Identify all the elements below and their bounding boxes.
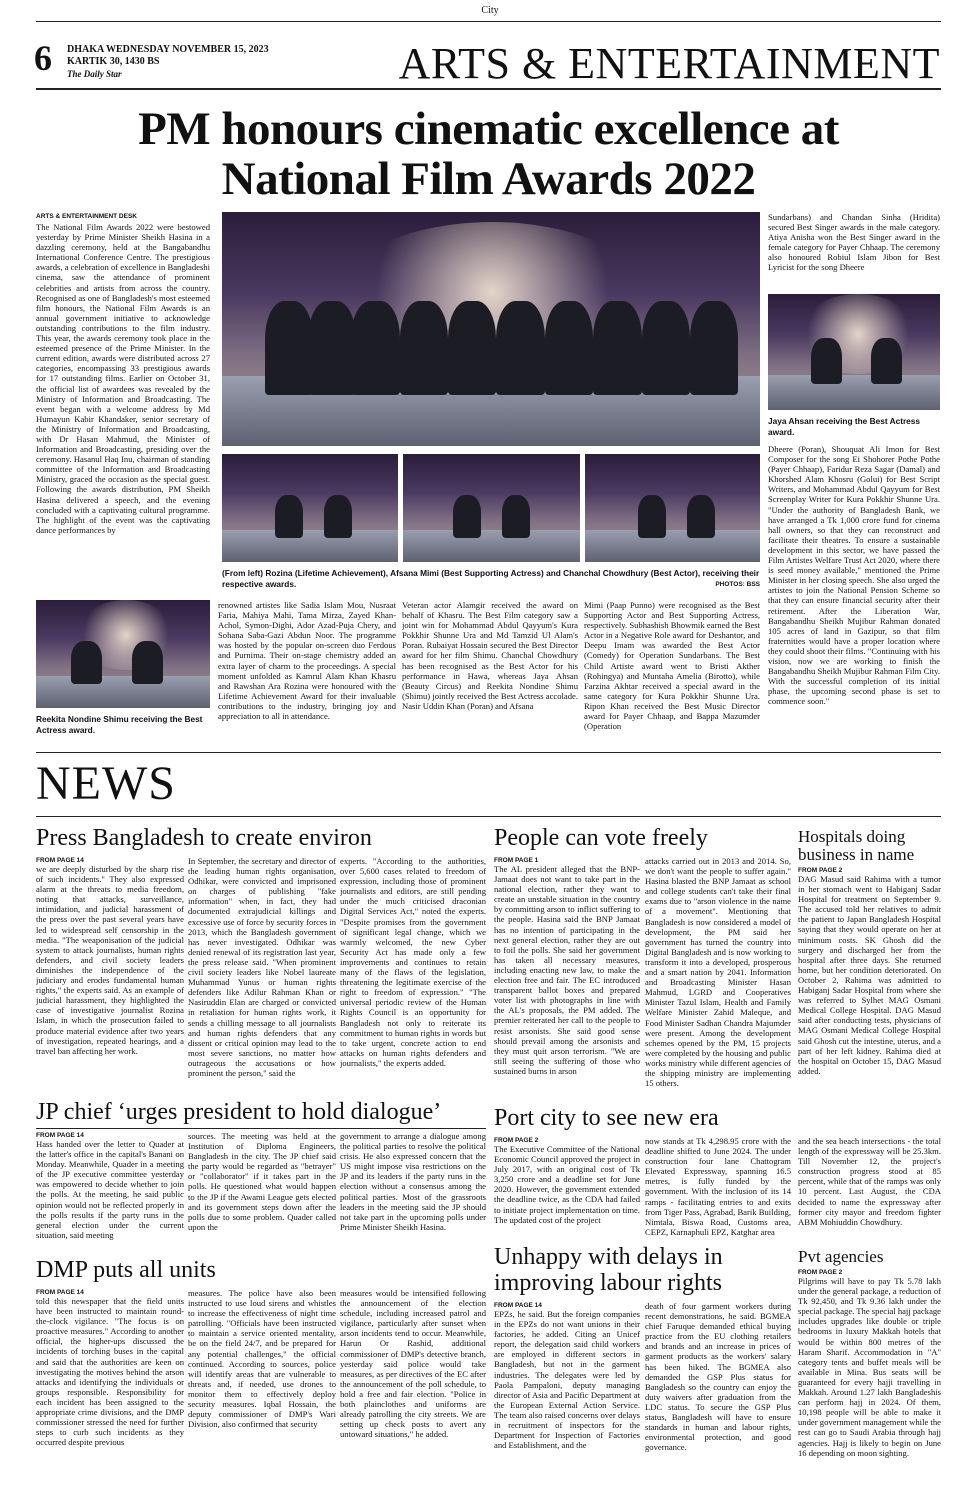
- section-title: ARTS & ENTERTAINMENT: [398, 39, 940, 88]
- photo-rozina: [222, 454, 398, 562]
- hospitals-headline-1: Hospitals doing: [798, 827, 906, 846]
- date-line: [67, 44, 269, 80]
- lead-headline-line1: PM honours cinematic excellence at: [138, 103, 839, 155]
- jp-col3: government to arrange a dialogue among the political parties to resolve the political crisis. He also expressed concern that the US might impose visa restrictions on the JP and its leaders if the party runs in the election without a consensus among the political parties. Most of the grassroots leaders in the meeting said the JP should not take part in the upcoming polls under Prime Minister Sheikh Hasina.: [340, 1131, 486, 1232]
- desk-credit: ARTS & ENTERTAINMENT DESK: [36, 213, 137, 220]
- page-number: 6: [34, 38, 52, 78]
- pvt-headline: Pvt agencies: [798, 1247, 884, 1266]
- jp-headline: JP chief ‘urges president to hold dialogue’: [36, 1099, 442, 1125]
- jaya-photo: [768, 294, 940, 410]
- date-line-1: DHAKA WEDNESDAY NOVEMBER 15, 2023: [67, 44, 269, 55]
- jp-from-page: FROM PAGE 14: [36, 1132, 84, 1139]
- dmp-headline: DMP puts all units: [36, 1257, 216, 1283]
- vote-from-page: FROM PAGE 1: [494, 857, 539, 864]
- main-photo-group: [222, 212, 760, 446]
- port-headline: Port city to see new era: [494, 1105, 719, 1131]
- caption-jaya: Jaya Ahsan receiving the Best Actress award.: [768, 416, 921, 437]
- photo-chanchal: [585, 454, 760, 562]
- lead-col-b2: Veteran actor Alamgir received the award on behalf of Khasru. The Best Film category saw a joint win for Mohammad Abdul Qayyum's Kura Pokkhir Shunne Ura and Md Tamzid Ul Alam's Poran. Rubaiyat Hossain secured the Best Director award for her film Shimu. Chanchal Chowdhury has been recognised as the Best Actor for his performance in Hawa, whereas Jaya Ahsan (Beauty Circus) and Reekita Nondine Shimu (Shimu) jointly received the Best Actress accolade. Nasir Uddin Khan (Poran) and Afsana: [402, 600, 578, 711]
- section-small-label: City: [481, 5, 499, 16]
- paper-name: The Daily Star: [67, 69, 122, 79]
- labour-col2: death of four garment workers during recent demonstrations, he said. BGMEA chief Faruque demanded ethical buying practice from the EU clothing retailers and brands and an increase in prices of garment products as the workers' salary has been hiked. The BGMEA also demanded the GSP Plus status for Bangladesh so the country can enjoy the duty waivers after graduation from the LDC status. To secure the GSP Plus status, Bangladesh will have to ensure standards in human and labour rights, environmental protection, and good governance.: [645, 1301, 791, 1453]
- jp-rule: [36, 1128, 486, 1129]
- news-title: NEWS: [36, 757, 176, 810]
- photo-credit: PHOTOS: BSS: [715, 581, 760, 588]
- port-col1: The Executive Committee of the National Economic Council approved the project in July 2017, with an original cost of Tk 3,250 crore and a deadline set for June 2020. However, the government extended the deadline twice, as the CDA had failed to initiate project implementation on time. The updated cost of the project: [494, 1144, 640, 1225]
- lead-col-r1: Sundarbans) and Chandan Sinha (Hridita) secured Best Singer awards in the male category. Atiya Anisha won the Best Singer award in the female category for Payer Chhaap. The ceremony also honoured Robiul Islam Jibon for Best Lyricist for the song Dheere: [768, 212, 940, 273]
- lead-col-r2: Dheere (Poran), Shouquat Ali Imon for Best Composer for the song Ei Shohorer Pothe Pothe (Payer Chhaap), Faridur Reza Sagar (Damal) and Khorshed Alam Khosru (Golui) for Best Script Writers, and Mohammad Abdul Qayyum for Best Screenplay Writer for Kura Pokkhir Shunne Ura. "Under the authority of Bangladesh Bank, we have arranged a Tk 1,000 crore fund for cinema hall owners, so that they can reconstruct and facilitate their theatres. To ensure a sustainable development in this sector, we have passed the Film Artistes Welfare Trust Act 2020, where there is seed money available," mentioned the Prime Minister in her closing speech. She also urged the artistes to join the National Pension Scheme so that they can ensure financial security after their retirement. After the Liberation War, Bangabandhu Sheikh Mujibur Rahman donated 105 acres of land in Gazipur, so that film fraternities would have a proper location where they could shoot their films. "Continuing with his vision, now we are working to finish the Bangabandhu Sheikh Mujibur Rahman Film City. With the successful completion of its initial phase, the upcoming second phase is set to commence soon.": [768, 444, 940, 707]
- vote-headline: People can vote freely: [494, 825, 708, 851]
- labour-headline-2: improving labour rights: [494, 1270, 722, 1296]
- lead-col-b3: Mimi (Paap Punno) were recognised as the Best Supporting Actor and Best Supporting Actress, respectively. Subhashish Bhowmik earned the Best Actor in a Negative Role award for Deshantor, and Deepu Imam was awarded the Best Actor (Comedy) for Operation Sundarbans. The Best Child Artiste award went to Bristi Akther (Rohingya) and Muntaha Amelia (Birotto), while Farzina Akhtar received a special award in the same category for Kura Pokkhir Shunne Ura. Ripon Khan received the Best Music Director award for Payer Chhaap, and Bappa Mazumder (Operation: [584, 600, 760, 732]
- dmp-col2: measures. The police have also been instructed to use loud sirens and whistles to increase the effectiveness of night time patrolling. "Officials have been instructed to maintain a service oriented mentality, be on the field 24/7, and be prepared for any potential challenges," the official continued. According to sources, police will identify areas that are vulnerable to threats and, if needed, use drones to monitor them to effectively deploy security measures. Iqbal Hossain, the deputy commissioner of DMP's Wari Division, also confirmed that security: [188, 1288, 336, 1430]
- lead-col1: The National Film Awards 2022 were bestowed yesterday by Prime Minister Sheikh Hasina in a dazzling ceremony, held at the Bangabandhu International Conference Centre. The prestigious awards, a celebration of excellence in Bangladeshi cinema, saw the attendance of prominent celebrities and artists from across the country. Recognised as one of Bangladesh's most esteemed film honours, the National Film Awards is an annual government initiative to acknowledge outstanding contributions to the film industry. This year, the awards ceremony took place in the esteemed presence of the Prime Minister. In the current edition, awards were distributed across 27 categories, encompassing 33 prestigious awards for 17 outstanding films. Earlier on October 31, the official list of awardees was revealed by the Ministry of Information and Broadcasting. The event began with a welcome address by Md Humayun Kabir Khandaker, senior secretary of the Ministry of Information and Broadcasting, with Dr Hasan Mahmud, the Minister of Information and Broadcasting, presiding over the ceremony. Hasanul Haq Inu, chairman of standing committee of the Information and Broadcasting Ministry, graced the occasion as the special guest. Following the awards distribution, PM Sheikh Hasina delivered a speech, and the evening concluded with a captivating cultural programme. The highlight of the event was the captivating dance performances by: [36, 222, 210, 535]
- caption-reekita: Reekita Nondine Shimu receiving the Best Actress award.: [36, 714, 203, 735]
- date-line-2: KARTIK 30, 1430 BS: [67, 56, 160, 67]
- pvt-col1: Pilgrims will have to pay Tk 5.78 lakh under the general package, a reduction of Tk 92,450, and Tk 9.36 lakh under the special package. The special hajj package includes upgrades like double or triple bedrooms in luxury Makkah hotels that would be within 800 metres of the Haram Sharif. Accommodation in "A" category tents and buffet meals will be available in Mina. Bus seats will be guaranteed for every hajji travelling in Makkah. Around 1.27 lakh Bangladeshis can perform hajj in 2024. Of them, 10,198 people will be able to make it under government management while the rest can go to Saudi Arabia through hajj agencies. Hajj is likely to begin on June 16 depending on moon sighting.: [798, 1276, 941, 1458]
- labour-from-page: FROM PAGE 14: [494, 1302, 542, 1309]
- hospitals-headline-2: business in name: [798, 845, 915, 864]
- dmp-col3: measures would be intensified following the announcement of the election schedule, including increased patrol and vigilance, particularly after sunset when arson incidents tend to occur. Meanwhile, Harun Or Rashid, additional commissioner of DMP's detective branch, yesterday said police would take measures, as per directives of the EC after the announcement of the poll schedule, to hold a free and fair election. "Police in both plainclothes and uniforms are already patrolling the city streets. We are setting up check posts to avert any untoward situations," he added.: [340, 1288, 486, 1440]
- hospitals-headline: [798, 828, 943, 864]
- caption-row: (From left) Rozina (Lifetime Achievement), Afsana Mimi (Best Supporting Actress) and Chanchal Chowdhury (Best Actor), receiving their respective awards.: [222, 568, 760, 589]
- hospitals-from-page: FROM PAGE 2: [798, 867, 843, 874]
- labour-headline-1: Unhappy with delays in: [494, 1244, 723, 1270]
- labour-col1: EPZs, he said. But the foreign companies in the EPZs do not want unions in their factories, he added. Citing an Unicef report, the delegation said child workers are employed in different sectors in Bangladesh, but not in the garment industries. The delegates were led by Paola Pampaloni, deputy managing director of Asia and Pacific Department at the European External Action Service. The team also raised concerns over delays in recruitment of inspectors for the Department for Inspection of Factories and Establishment, and the: [494, 1309, 640, 1451]
- labour-headline: [494, 1244, 794, 1296]
- lead-headline: [36, 104, 941, 204]
- top-rule: [36, 21, 941, 22]
- dmp-col1: told this newspaper that the field units have been instructed to maintain round-the-clock vigilance. "The focus is on proactive measures." According to another official, the higher-ups discussed the incidents of torching buses in the capital and said that the authorities are keen on investigating the motives behind the arson attacks and identifying the individuals or groups responsible. Responsibility for each incident has been assigned to the appropriate crime divisions, and the DMP commissioner stressed the need for further steps to curb such incidents as they occurred despite previous: [36, 1296, 184, 1448]
- port-col2: now stands at Tk 4,298.95 crore with the deadline shifted to June 2024. The under construction four lane Chattogram Elevated Expressway, spanning 16.5 metres, is fully funded by the government. With the inclusion of its 14 ramps - facilitating entries to and exits from Tiger Pass, Agrabad, Barik Building, Nimtala, Biswa Road, Customs area, CEPZ, Karnaphuli EPZ, Katghar area: [645, 1136, 791, 1237]
- press-col2: In September, the secretary and director of the leading human rights organisation, Odhikar, were convicted and imprisoned on charges of publishing "fake information" when, in fact, they had documented extrajudicial killings and excessive use of force by security forces in 2013, which the Bangladesh government has never investigated. Odhikar was denied renewal of its registration last year, the press release said. "When prominent civil society leaders like Nobel laureate Muhammad Yunus or human rights defenders like Adilur Rahman Khan or Nasiruddin Elan are charged or convicted in retaliation for human rights work, it sends a chilling message to all journalists and human rights defenders that any dissent or critical opinion may lead to the most severe sanctions, no matter how outrageous the accusations or how prominent the person," said the: [188, 856, 336, 1078]
- lead-col-b1: renowned artistes like Sadia Islam Mou, Nusraat Faria, Mahiya Mahi, Tama Mirza, Zayed Khan-Achol, Symon-Dighi, Ador Azad-Puja Chery, and Sohana Saba-Gazi Abdun Noor. The programme was hosted by the popular on-screen duo Ferdous and Purnima. Their on-stage chemistry added an extra layer of charm to the proceedings. A special moment unfolded as Kamrul Alam Khan Khasru and Rawshan Ara Rozina were honoured with the Lifetime Achievement Award for their invaluable contributions to the industry, bringing joy and appreciation to all in attendance.: [218, 600, 396, 722]
- press-col3: experts. "According to the authorities, over 5,600 cases related to freedom of expression, including those of prominent journalists and editors, are still pending under the much criticised draconian Digital Services Act," noted the experts. "Despite promises from the government of significant legal change, which we warmly welcomed, the new Cyber Security Act has made only a few improvements and continues to retain many of the flaws of the legislation, threatening the legitimate exercise of the right to freedom of expression." "The universal periodic review of the Human Rights Council is an opportunity for Bangladesh not only to reiterate its commitment to human rights in words but to take urgent, concrete action to end attacks on human rights defenders and journalists," the experts added.: [340, 856, 486, 1068]
- press-from-page: FROM PAGE 14: [36, 857, 84, 864]
- port-from-page: FROM PAGE 2: [494, 1137, 539, 1144]
- news-rule: [36, 816, 941, 817]
- dmp-from-page: FROM PAGE 14: [36, 1289, 84, 1296]
- port-col3: and the sea beach intersections - the total length of the expressway will be 25.3km. Till November 12, the project's construction progress stood at 85 percent, while that of the ramps was only 10 percent. Last August, the CDA decided to name the expressway after former city mayor and freedom fighter ABM Mohiuddin Chowdhury.: [798, 1136, 941, 1227]
- jp-col1: Hass handed over the letter to Quader at the latter's office in the capital's Banani on Monday. Meanwhile, Quader in a meeting of the JP executive committee yesterday was empowered to decide whether to join the polls. At the meeting, he said public opinion would not be reflected properly in the polls results if the party runs in the general election under the current situation, said meeting: [36, 1139, 184, 1240]
- press-headline: Press Bangladesh to create environ: [36, 825, 372, 851]
- news-top-rule: [36, 752, 941, 753]
- vote-col1: The AL president alleged that the BNP-Jamaat does not want to take part in the national election, rather they want to create an unstable situation in the country by committing arson to inflict suffering to the people. Hasina said the BNP Jamaat has no intention of participating in the next general election, rather they are out to foil the polls. She said her government has taken all necessary measures, including enacting new law, to make the election free and fair. The EC introduced transparent ballot boxes and prepared voter list with photographs in line with the AL's proposals, the PM added. The premier reiterated her call to the people to resist arsonists. She said good sense should prevail among the arsonists and they must quit arson terrorism. "We are still seeing the suffering of those who sustained burns in arson: [494, 864, 640, 1076]
- pvt-from-page: FROM PAGE 2: [798, 1269, 843, 1276]
- jp-col2: sources. The meeting was held at the Institution of Diploma Engineers, Bangladesh in the city. The JP chief said the party would be regarded as "betrayer" or "collaborator" if it takes part in the polls. He questioned what would happen to the JP if the Awami League gets elected and its government steps down after the polls due to some problem. Quader called upon the: [188, 1131, 336, 1232]
- vote-col2: attacks carried out in 2013 and 2014. So, we don't want the people to suffer again." Hasina blasted the BNP Jamaat as school and college students can't take their final exams due to "arson violence in the name of a movement". Mentioning that Bangladesh is now considered a model of development, the PM said her government has turned the country into Digital Bangladesh and is now working to transform it into a developed, prosperous and a smart nation by 2041. Information and Broadcasting Minister Hasan Mahmud, LGRD and Cooperatives Minister Tazul Islam, Health and Family Welfare Minister Zahid Maleque, and Food Minister Sadhan Chandra Majumder were present. Among the development schemes opened by the PM, 15 projects were completed by the housing and public works ministry while different agencies of the shipping ministry are implementing 15 others.: [645, 856, 791, 1089]
- reekita-photo: [36, 600, 210, 708]
- masthead-rule: [36, 88, 941, 90]
- press-col1: we are deeply disturbed by the sharp rise of such incidents." They also expressed alarm at the threats to media freedom, noting that attacks, surveillance, intimidation, and judicial harassment of the press over the past several years have led to widespread self censorship in the media. "The weaponisation of the judicial system to attack journalists, human rights defenders, and civil society leaders diminishes the independence of the judiciary and erodes fundamental human rights," the experts said. As an example of judicial harassment, they highlighted the case of investigative journalist Rozina Islam, in which the prosecution failed to produce material evidence after two years of investigation, repeated hearings, and a travel ban affecting her work.: [36, 864, 184, 1056]
- photo-mimi: [403, 454, 580, 562]
- hospitals-col1: DAG Masud said Rahima with a tumor in her stomach went to Habiganj Sadar Hospital for treatment on September 9. The accused told her relatives to admit the patient to Japan Bangladesh Hospital saying that they would operate on her at minimum costs. SK Ghosh did the surgery and discharged her from the hospital after three days. She returned home, but her condition deteriorated. On October 2, Rahima was admitted to Habiganj Sadar Hospital from where she was referred to Sylhet MAG Osmani Medical College Hospital. DAG Masud said after conducting tests, physicians of MAG Osmani Medical College Hospital said Ghosh cut the intestine, uterus, and a part of her left kidney. Rahima died at the hospital on October 15, DAG Masud added.: [798, 874, 941, 1076]
- lead-headline-line2: National Film Awards 2022: [221, 153, 756, 205]
